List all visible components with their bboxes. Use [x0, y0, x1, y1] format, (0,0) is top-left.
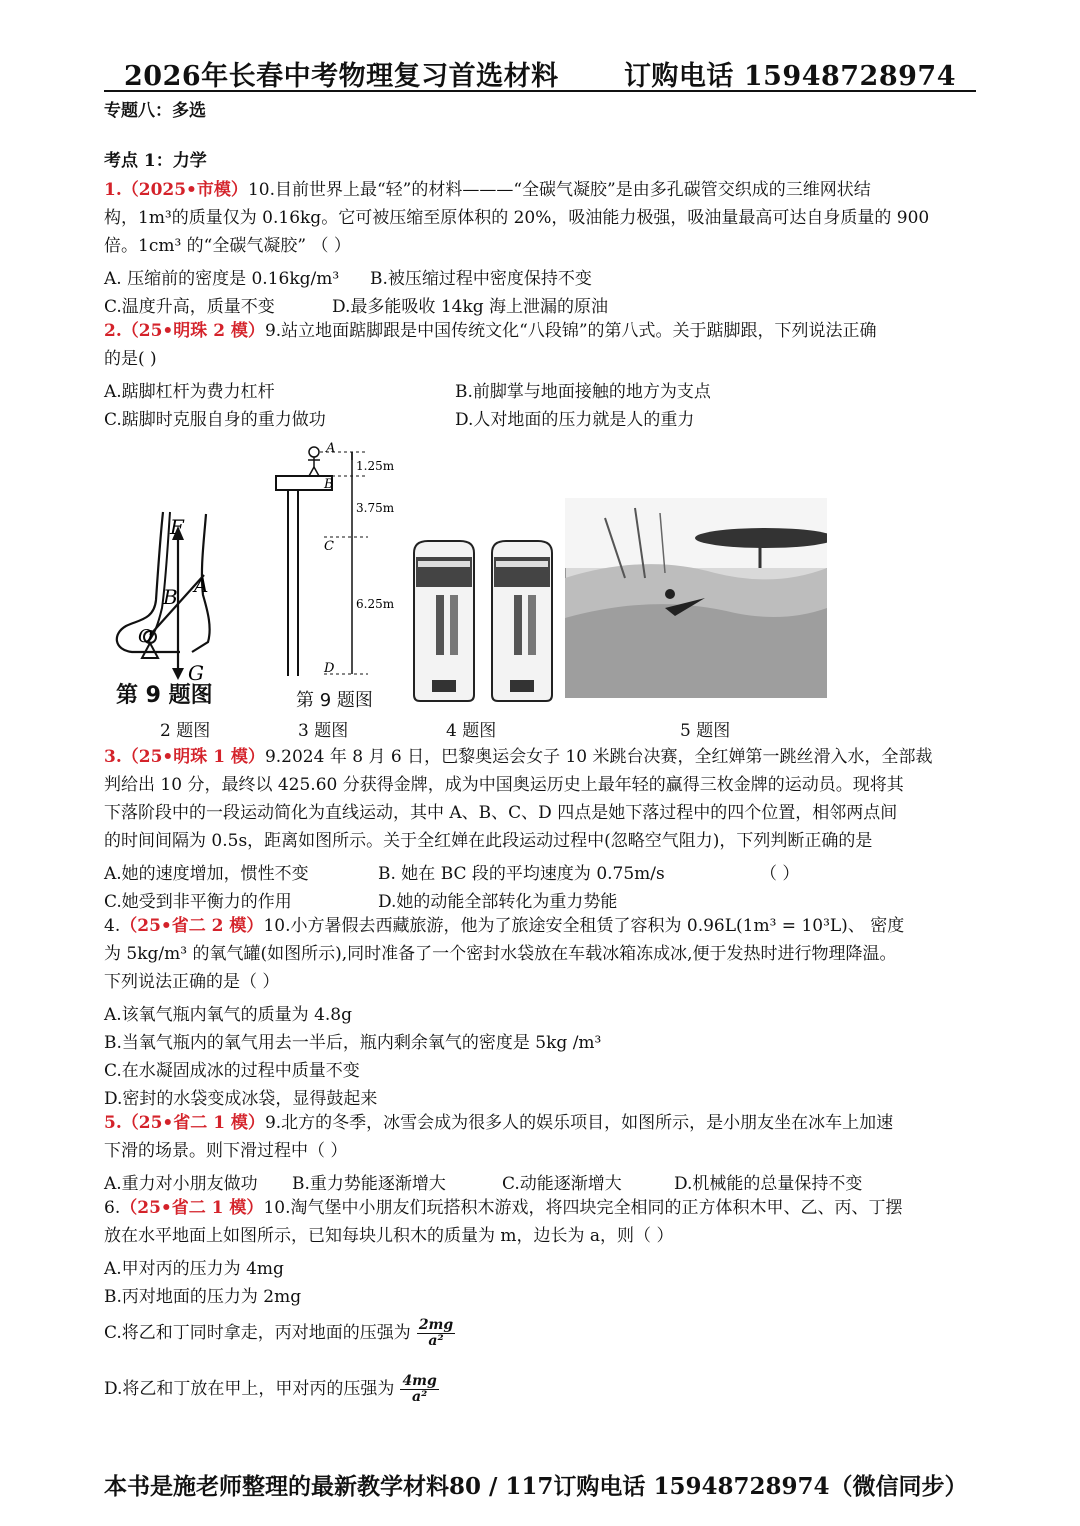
q3-option-a: A.她的速度增加，惯性不变 [104, 864, 309, 884]
q1-option-c: C.温度升高，质量不变 [104, 297, 275, 317]
figure-snow-slide-photo [565, 498, 827, 698]
label-B: B [163, 585, 178, 609]
q1-option-a: A. 压缩前的密度是 0.16kg/m³ [104, 269, 340, 289]
q5-text-1: 9.北方的冬季，冰雪会成为很多人的娱乐项目，如图所示，是小朋友坐在冰车上加速 [264, 1113, 894, 1133]
q4-option-d: D.密封的水袋变成冰袋，显得鼓起来 [104, 1089, 378, 1109]
point-C: C [324, 539, 334, 554]
q3-line-3: 下落阶段中的一段运动简化为直线运动，其中 A、B、C、D 四点是她下落过程中的四个位置，相邻两点间 [104, 803, 898, 823]
q2-option-c: C.踮脚时克服自身的重力做功 [104, 410, 326, 430]
q6-line-2: 放在水平地面上如图所示，已知每块儿积木的质量为 m，边长为 a，则（ ） [104, 1226, 674, 1246]
q2-option-d: D.人对地面的压力就是人的重力 [455, 410, 695, 430]
q1-option-d: D.最多能吸收 14kg 海上泄漏的原油 [332, 297, 609, 317]
q4-line-3: 下列说法正确的是（ ） [104, 972, 280, 992]
page-footer: 本书是施老师整理的最新教学材料80 / 117订购电话 15948728974（微信同步） [104, 1473, 968, 1500]
q2-text-1: 9.站立地面踮脚跟是中国传统文化“八段锦”的第八式。关于踮脚跟，下列说法正确 [264, 321, 877, 341]
topic-title: 专题八：多选 [104, 101, 206, 121]
dist-ab: 1.25m [356, 459, 395, 473]
q3-tag: 3.（25•明珠 1 模） [104, 747, 265, 767]
q2-option-a: A.踮脚杠杆为费力杠杆 [104, 382, 275, 402]
q6-option-c [104, 1318, 455, 1349]
q5-line-1 [104, 1109, 893, 1137]
q6-text-1: 10.淘气堡中小朋友们玩搭积木游戏，将四块完全相同的正方体积木甲、乙、丙、丁摆 [263, 1198, 903, 1218]
q1-option-b: B.被压缩过程中密度保持不变 [370, 269, 592, 289]
q3-text-1: 9.2024 年 8 月 6 日，巴黎奥运会女子 10 米跳台决赛，全红婵第一跳丝滑入水，全部裁 [264, 747, 933, 767]
q5-option-b: B.重力势能逐渐增大 [292, 1174, 446, 1194]
q4-line-2: 为 5kg/m³ 的氧气罐(如图所示),同时准备了一个密封水袋放在车载冰箱冻成冰,便于发热时进行物理降温。 [104, 944, 897, 964]
figure-oxygen-canisters [408, 535, 558, 705]
canister-2 [492, 541, 552, 701]
q4-option-b: B.当氧气瓶内的氧气用去一半后，瓶内剩余氧气的密度是 5kg /m³ [104, 1033, 602, 1053]
q2-line-1 [104, 317, 877, 345]
q4-num: 4. [104, 916, 121, 936]
caption-fig2: 2 题图 [160, 721, 211, 741]
q4-option-a: A.该氧气瓶内氧气的质量为 4.8g [104, 1005, 353, 1025]
fig3-title: 第 9 题图 [296, 690, 373, 711]
q6-option-b: B.丙对地面的压力为 2mg [104, 1287, 302, 1307]
header-phone: 订购电话 15948728974 [623, 61, 956, 92]
q3-line-1 [104, 743, 933, 771]
q3-bracket: （ ） [760, 864, 800, 884]
q6-option-d [104, 1374, 439, 1405]
q6-option-d-fraction [400, 1374, 438, 1405]
q6-option-d-numerator: 4mg [402, 1373, 437, 1389]
q4-line-1 [104, 912, 904, 940]
q3-option-d: D.她的动能全部转化为重力势能 [378, 892, 618, 912]
q6-option-c-text: C.将乙和丁同时拿走，丙对地面的压强为 [104, 1323, 411, 1343]
q2-option-b: B.前脚掌与地面接触的地方为支点 [455, 382, 711, 402]
point-B: B [324, 477, 334, 492]
point-A: A [326, 441, 336, 456]
q6-option-c-denominator: a² [428, 1333, 444, 1349]
label-O: O [138, 626, 153, 647]
section-title: 考点 1：力学 [104, 151, 207, 171]
q6-option-d-text: D.将乙和丁放在甲上，甲对丙的压强为 [104, 1379, 395, 1399]
q5-line-2: 下滑的场景。则下滑过程中（ ） [104, 1141, 348, 1161]
fig2-title: 第 9 题图 [116, 683, 213, 708]
q6-num: 6. [104, 1198, 121, 1218]
q5-option-a: A.重力对小朋友做功 [104, 1174, 258, 1194]
caption-fig4: 4 题图 [446, 721, 497, 741]
q4-option-c: C.在水凝固成冰的过程中质量不变 [104, 1061, 360, 1081]
q3-option-b: B. 她在 BC 段的平均速度为 0.75m/s [378, 864, 665, 884]
label-G: G [188, 661, 204, 685]
q1-tag: 1.（2025•市模） [104, 180, 248, 200]
q1-line-3: 倍。1cm³ 的“全碳气凝胶” （ ） [104, 236, 351, 256]
page-header [104, 52, 976, 92]
q6-line-1 [104, 1194, 902, 1222]
q1-text-1: 10.目前世界上最“轻”的材料———“全碳气凝胶”是由多孔碳管交织成的三维网状结 [247, 180, 871, 200]
q6-option-c-numerator: 2mg [418, 1317, 454, 1333]
q3-line-4: 的时间间隔为 0.5s，距离如图所示。关于全红婵在此段运动过程中(忽略空气阻力)，下列判断正确的是 [104, 831, 873, 851]
figure-diving-platform [268, 440, 408, 685]
q6-option-d-denominator: a² [412, 1389, 428, 1405]
q5-option-d: D.机械能的总量保持不变 [674, 1174, 863, 1194]
label-F: F [170, 515, 184, 539]
point-D: D [324, 661, 335, 676]
q6-tag: （25•省二 1 模） [120, 1198, 264, 1218]
label-A: A [194, 573, 209, 597]
q4-tag: （25•省二 2 模） [120, 916, 264, 936]
q6-option-c-fraction [417, 1318, 455, 1349]
q5-tag: 5.（25•省二 1 模） [104, 1113, 265, 1133]
q6-option-a: A.甲对丙的压力为 4mg [104, 1259, 284, 1279]
header-title: 2026年长春中考物理复习首选材料 [124, 61, 559, 92]
caption-fig5: 5 题图 [680, 721, 731, 741]
q3-option-c: C.她受到非平衡力的作用 [104, 892, 292, 912]
canister-1 [414, 541, 474, 701]
q3-line-2: 判给出 10 分，最终以 425.60 分获得金牌，成为中国奥运历史上最年轻的赢得三枚金牌的运动员。现将其 [104, 775, 904, 795]
dist-cd: 6.25m [356, 597, 395, 611]
dist-bc: 3.75m [356, 501, 395, 515]
q4-text-1: 10.小方暑假去西藏旅游，他为了旅途安全租赁了容积为 0.96L(1m³ = 10³L)、 密度 [263, 916, 905, 936]
q2-tag: 2.（25•明珠 2 模） [104, 321, 265, 341]
caption-fig3: 3 题图 [298, 721, 349, 741]
q2-line-2: 的是( ) [104, 349, 157, 369]
q1-line-1 [104, 176, 871, 204]
q1-line-2: 构，1m³的质量仅为 0.16kg。它可被压缩至原体积的 20%，吸油能力极强，吸油量最高可达自身质量的 900 [104, 208, 930, 228]
q5-option-c: C.动能逐渐增大 [502, 1174, 622, 1194]
